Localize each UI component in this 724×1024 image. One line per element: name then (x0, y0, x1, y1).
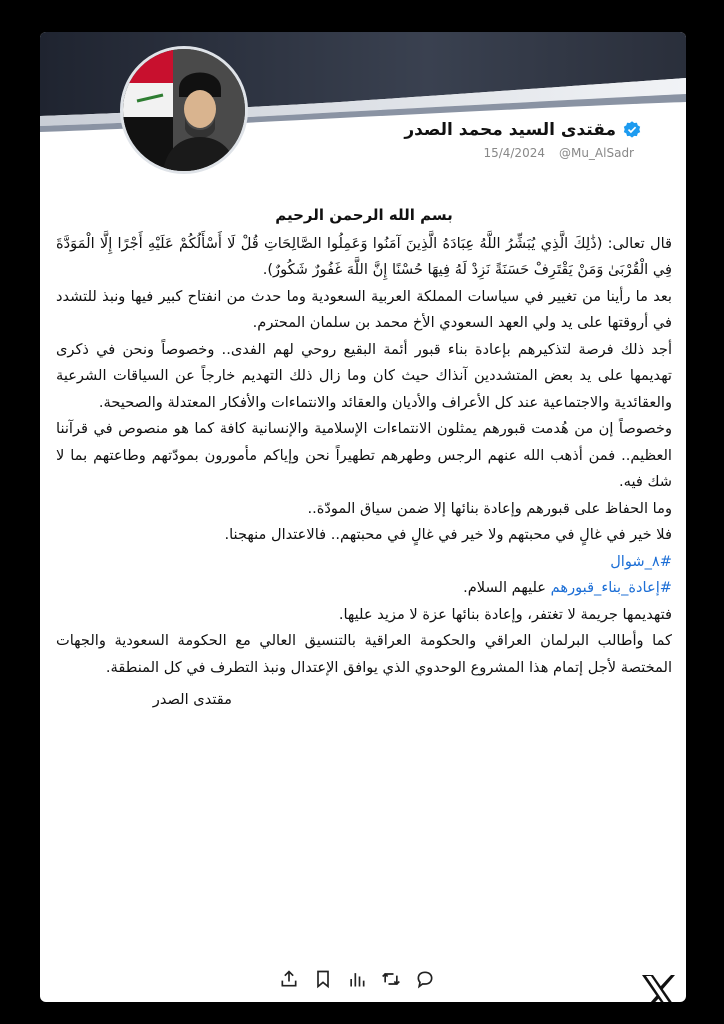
reply-icon (415, 969, 435, 989)
views-icon (347, 969, 367, 989)
hashtag-line-text: عليهم السلام. (463, 579, 547, 596)
paragraph-6: فتهديمها جريمة لا تغتفر، وإعادة بنائها عزة لا مزيد عليها. (338, 605, 672, 623)
hashtag-line-1 (56, 549, 672, 576)
repost-button[interactable] (374, 966, 408, 992)
share-icon (279, 969, 299, 989)
repost-icon (380, 969, 402, 989)
author-handle[interactable]: @Mu_AlSadr (558, 146, 634, 160)
avatar-image (123, 49, 245, 171)
quran-verse: قال تعالى: (ذَٰلِكَ الَّذِي يُبَشِّرُ اللَّهُ عِبَادَهُ الَّذِينَ آمَنُوا وَعَمِلُوا الصَّالِحَاتِ قُلْ لَا أَسْأَلُكُمْ عَلَيْهِ أَجْرًا إِلَّا الْمَوَدَّةَ فِي الْقُرْبَىٰ وَمَنْ يَقْتَرِفْ حَسَنَةً نَزِدْ لَهُ فِيهَا حُسْنًا إِنَّ اللَّهَ غَفُورٌ شَكُورٌ). (56, 234, 672, 278)
post-text (56, 202, 672, 714)
share-button[interactable] (272, 966, 306, 992)
paragraph-5: فلا خير في غالٍ في محبتهم ولا خير في غالٍ في محبتهم.. فالاعتدال منهجنا. (224, 526, 672, 543)
paragraph-4: وما الحفاظ على قبورهم وإعادة بنائها إلا ضمن سياق المودّة.. (307, 499, 672, 517)
hashtag-line-2 (56, 575, 672, 602)
display-name: مقتدى السيد محمد الصدر (404, 120, 616, 140)
paragraph-3: وخصوصاً إن من هُدمت قبورهم يمثلون الانتماءات الإسلامية والإنسانية كافة كما هو منصوص في قرآننا العظيم.. فمن أذهب الله عنهم الرجس وطهرهم تطهيراً نحن وإياكم مأمورون بمودّتهم وطاعتهم بما لا شك فيه. (56, 420, 672, 490)
post-date: 15/4/2024 (483, 146, 545, 160)
bookmark-icon (313, 969, 333, 989)
post-card (40, 32, 686, 1002)
avatar[interactable] (120, 46, 248, 174)
x-logo-icon (640, 974, 680, 1002)
paragraph-1: بعد ما رأينا من تغيير في سياسات المملكة العربية السعودية وما حدث من انفتاح كبير فيها ونبذ للتشدد في أروقتها على يد ولي العهد السعودي الأخ محمد بن سلمان المحترم. (56, 287, 672, 331)
bismillah: بسم الله الرحمن الرحيم (275, 206, 453, 224)
post-meta (483, 146, 634, 160)
signature: مقتدى الصدر (152, 691, 232, 708)
reply-button[interactable] (408, 966, 442, 992)
paragraph-7: كما وأطالب البرلمان العراقي والحكومة العراقية بالتنسيق العالي مع الحكومة السعودية والجهات المختصة لأجل إتمام هذا المشروع الوحدوي الذي يوافق الإعتدال ونبذ التطرف في كل المنطقة. (56, 632, 672, 676)
views-button[interactable] (340, 966, 374, 992)
action-bar (272, 966, 442, 992)
verified-badge-icon (622, 120, 642, 140)
bookmark-button[interactable] (306, 966, 340, 992)
author-row[interactable] (404, 120, 642, 140)
hashtag-8-shawwal[interactable]: #٨_شوال (610, 552, 672, 570)
paragraph-2: أجد ذلك فرصة لتذكيرهم بإعادة بناء قبور أئمة البقيع روحي لهم الفدى.. وخصوصاً ونحن في ذكرى تهديمها على يد بعض المتشددين آنذاك حيث كان وما زال ذلك التهديم خارجاً عن السياقات الشرعية والعقائدية والاجتماعية عند كل الأعراف والأديان والعقائد والانتماءات والأفكار المعتدلة والصحيحة. (56, 340, 672, 411)
hashtag-rebuild-graves[interactable]: #إعادة_بناء_قبورهم (550, 579, 672, 596)
